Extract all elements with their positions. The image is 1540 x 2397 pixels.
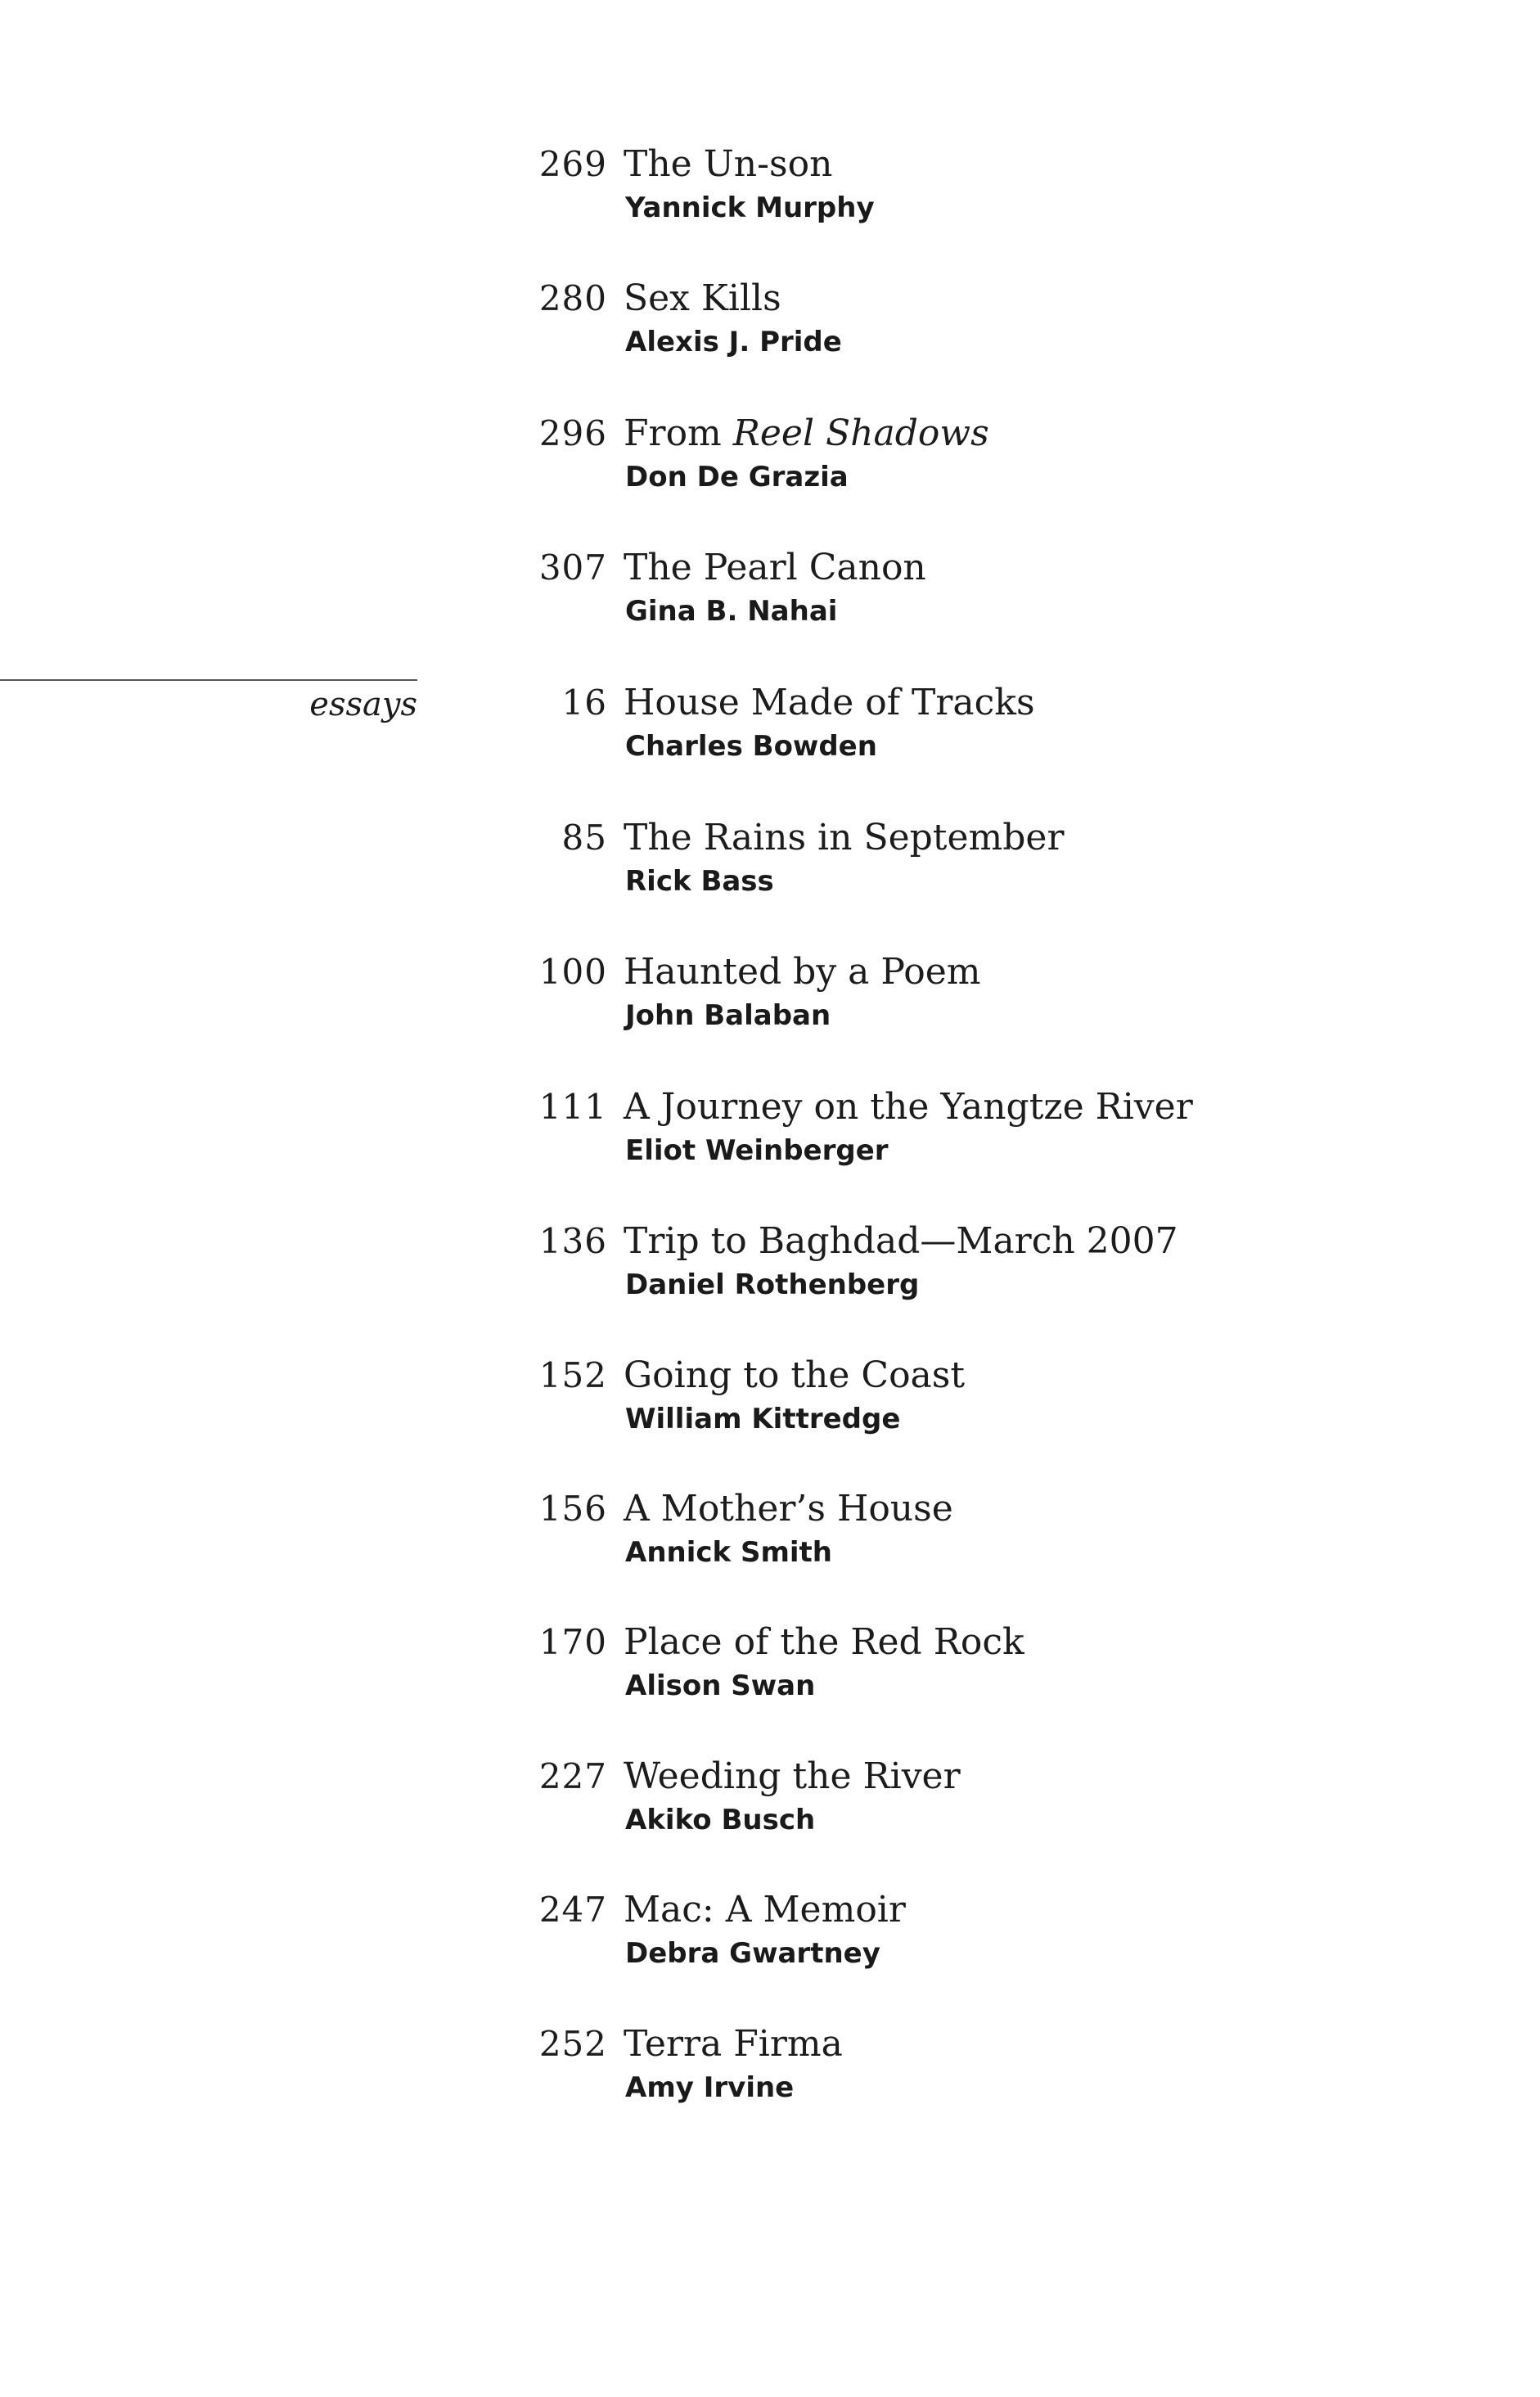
page-number: 16 xyxy=(561,683,607,723)
page-number: 296 xyxy=(538,413,607,453)
page-number: 111 xyxy=(538,1087,607,1127)
page-number: 227 xyxy=(538,1756,607,1796)
toc-entry xyxy=(0,1354,1540,1452)
page-number: 252 xyxy=(538,2024,607,2064)
page-number: 170 xyxy=(538,1622,607,1662)
page-number: 136 xyxy=(538,1221,607,1261)
entry-author: William Kittredge xyxy=(625,1403,901,1435)
toc-entry xyxy=(0,816,1540,914)
entry-title: A Mother’s House xyxy=(624,1488,953,1530)
entry-author: John Balaban xyxy=(625,999,831,1032)
entry-title: House Made of Tracks xyxy=(624,682,1035,723)
entry-author: Alexis J. Pride xyxy=(625,326,842,358)
entry-title: The Un-son xyxy=(624,143,833,185)
entry-title: Sex Kills xyxy=(624,277,781,319)
entry-author: Debra Gwartney xyxy=(625,1937,880,1970)
toc-entry xyxy=(0,1487,1540,1585)
entry-author: Amy Irvine xyxy=(625,2071,795,2104)
toc-entry xyxy=(0,1620,1540,1719)
entry-title: Haunted by a Poem xyxy=(624,951,981,993)
toc-entry xyxy=(0,1755,1540,1853)
entry-title: Terra Firma xyxy=(624,2023,843,2065)
entry-title: Going to the Coast xyxy=(624,1354,966,1396)
entry-author: Charles Bowden xyxy=(625,730,877,763)
entry-author: Alison Swan xyxy=(625,1669,816,1702)
toc-entry xyxy=(0,142,1540,241)
toc-entry xyxy=(0,277,1540,375)
toc-entry xyxy=(0,2022,1540,2120)
entry-author: Don De Grazia xyxy=(625,461,849,493)
page-number: 247 xyxy=(538,1890,607,1930)
toc-entry xyxy=(0,1888,1540,1986)
toc-entry xyxy=(0,950,1540,1048)
entry-title: Weeding the River xyxy=(624,1755,961,1797)
entry-title-italic: Reel Shadows xyxy=(732,412,989,454)
page-number: 100 xyxy=(538,952,607,992)
entry-title-prefix: From xyxy=(624,412,733,454)
entry-title: Mac: A Memoir xyxy=(624,1889,906,1931)
entry-title xyxy=(624,412,989,456)
entry-title: The Rains in September xyxy=(624,817,1065,858)
toc-entry xyxy=(0,1085,1540,1183)
entry-title: Trip to Baghdad—March 2007 xyxy=(624,1220,1178,1262)
entry-author: Rick Bass xyxy=(625,865,774,898)
page-number: 307 xyxy=(538,547,607,588)
toc-entry xyxy=(0,681,1540,779)
toc-entry xyxy=(0,546,1540,644)
toc-entry xyxy=(0,412,1540,510)
entry-title: The Pearl Canon xyxy=(624,547,926,588)
entry-author: Akiko Busch xyxy=(625,1804,816,1836)
entry-author: Eliot Weinberger xyxy=(625,1134,889,1167)
entry-author: Gina B. Nahai xyxy=(625,595,838,628)
page-number: 280 xyxy=(538,278,607,318)
entry-author: Daniel Rothenberg xyxy=(625,1268,920,1301)
page-number: 152 xyxy=(538,1355,607,1395)
page-number: 85 xyxy=(561,818,607,858)
entry-title: A Journey on the Yangtze River xyxy=(624,1086,1193,1128)
entry-author: Yannick Murphy xyxy=(625,191,875,224)
page-number: 269 xyxy=(538,144,607,184)
page-number: 156 xyxy=(538,1489,607,1529)
toc-entry xyxy=(0,1219,1540,1318)
section-label-essays: essays xyxy=(309,686,417,723)
entry-title: Place of the Red Rock xyxy=(624,1621,1024,1663)
entry-author: Annick Smith xyxy=(625,1536,833,1569)
